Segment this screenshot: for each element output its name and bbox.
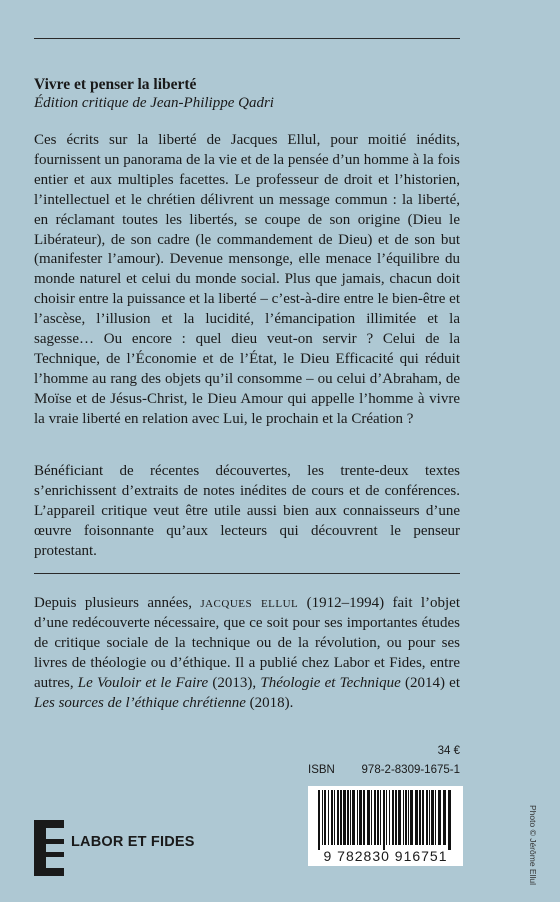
bio-lead: Depuis plusieurs années, bbox=[34, 595, 201, 611]
middle-rule bbox=[34, 573, 460, 574]
book-subtitle: Édition critique de Jean-Philippe Qadri bbox=[34, 95, 274, 111]
barcode-bar bbox=[328, 790, 329, 845]
barcode-bar bbox=[331, 790, 333, 845]
top-rule bbox=[34, 38, 460, 39]
barcode-bar bbox=[322, 790, 323, 845]
isbn-line bbox=[308, 764, 460, 776]
barcode-bar bbox=[398, 790, 401, 845]
barcode-bar bbox=[431, 790, 434, 845]
barcode-bar bbox=[377, 790, 379, 845]
author-bio-paragraph: Depuis plusieurs années, jacques ellul (1912–1994) fait l’objet d’une redécouverte nécessaire, que ce soit pour ses importantes études de critique sociale de la technique ou de la révolution, ou pour ses livres de théologie ou d’éthique. Il a publié chez Labor et Fides, entre autres, Le Vouloir et le Faire (2013), Théologie et Technique (2014) et Les sources de l’éthique chrétienne (2018). bbox=[34, 595, 460, 711]
barcode-bar bbox=[383, 790, 385, 850]
barcode-digits: 9 782830 916751 bbox=[323, 848, 448, 864]
barcode-bar bbox=[395, 790, 397, 845]
author-name: jacques ellul bbox=[200, 595, 299, 611]
barcode-bar bbox=[363, 790, 365, 845]
barcode-bar bbox=[334, 790, 335, 845]
book-ref-2: Théologie et Technique bbox=[260, 674, 401, 691]
book-ref-3: Les sources de l’éthique chrétienne bbox=[34, 694, 246, 711]
book-title: Vivre et penser la liberté bbox=[34, 76, 197, 93]
barcode-bar bbox=[340, 790, 342, 845]
barcode-bar bbox=[337, 790, 339, 845]
barcode bbox=[308, 786, 463, 866]
barcode-bar bbox=[367, 790, 370, 845]
publisher-name: LABOR ET FIDES bbox=[71, 834, 195, 850]
barcode-bar bbox=[371, 790, 372, 845]
bio-text: (1912–1994) fait l’objet d’une redécouverte nécessaire, que ce soit pour ses importantes études de critique sociale de la technique ou de la révolution, ou pour ses livres de théologie ou d’éthique. Il a publié chez Labor et Fides, entre autres, bbox=[34, 595, 460, 691]
book-ref-1: Le Vouloir et le Faire bbox=[77, 674, 209, 691]
description-paragraph: Ces écrits sur la liberté de Jacques Ellul, pour moitié inédits, fournissent un panorama de la vie et de la pensée d’un homme à la fois entier et aux multiples facettes. Le professeur de droit et l’historien, l’intellectuel et le chrétien délivrent un message commun : la liberté, en réclamant toutes les libertés, se coupe de son origine (Dieu le Libérateur), de son cadre (le commandement de Dieu) et de son but (manifester l’amour). Devenue mensonge, elle menace l’équilibre du monde naturel et celui du monde social. Plus que jamais, chacun doit choisir entre la puissance et la liberté – c’est-à-dire entre le bien-être et l’ascèse, l’illusion et la lucidité, l’émancipation illimitée et la sagesse… Ou encore : quel dieu veut-on servir ? Celui de la Technique, de l’Économie et de l’État, le Dieu Efficacité qui réduit l’homme au rang des objets qu’il consomme – ou celui d’Abraham, de Moïse et de Jésus-Christ, le Dieu Amour qui appelle l’homme à vivre la vraie liberté en relation avec Lui, le prochain et la Création ? bbox=[34, 132, 460, 427]
barcode-bar bbox=[318, 790, 320, 850]
barcode-bar bbox=[389, 790, 390, 845]
barcode-bar bbox=[408, 790, 409, 845]
barcode-bar bbox=[343, 790, 346, 845]
barcode-bar bbox=[422, 790, 424, 845]
barcode-bar bbox=[350, 790, 351, 845]
barcode-bar bbox=[435, 790, 436, 845]
barcode-bar bbox=[405, 790, 407, 845]
isbn-number: 978-2-8309-1675-1 bbox=[361, 764, 460, 776]
publisher-logo-icon bbox=[34, 820, 64, 876]
price: 34 € bbox=[437, 745, 460, 757]
barcode-bar bbox=[410, 790, 413, 845]
barcode-bar bbox=[443, 790, 446, 845]
barcode-bar bbox=[380, 790, 381, 845]
barcode-bar bbox=[357, 790, 358, 845]
barcode-bar bbox=[324, 790, 326, 845]
barcode-bars bbox=[308, 786, 463, 850]
barcode-bar bbox=[438, 790, 441, 845]
barcode-bar bbox=[448, 790, 451, 850]
barcode-bar bbox=[374, 790, 376, 845]
barcode-bar bbox=[386, 790, 387, 845]
photo-credit: Photo © Jérôme Ellul bbox=[528, 805, 538, 885]
barcode-bar bbox=[403, 790, 404, 845]
critical-edition-paragraph: Bénéficiant de récentes découvertes, les trente-deux textes s’enrichissent d’extraits de notes inédites de cours et de conférences. L’appareil critique veut être utile aussi bien aux connaisseurs d’une œuvre foisonnante qu’aux lecteurs qui découvrent le penseur protestant. bbox=[34, 463, 460, 559]
barcode-bar bbox=[392, 790, 394, 845]
barcode-bar bbox=[352, 790, 355, 845]
barcode-bar bbox=[426, 790, 428, 845]
barcode-bar bbox=[359, 790, 362, 845]
barcode-bar bbox=[347, 790, 349, 845]
barcode-bar bbox=[415, 790, 418, 845]
barcode-bar bbox=[429, 790, 430, 845]
barcode-bar bbox=[419, 790, 421, 845]
isbn-label: ISBN bbox=[308, 764, 335, 776]
